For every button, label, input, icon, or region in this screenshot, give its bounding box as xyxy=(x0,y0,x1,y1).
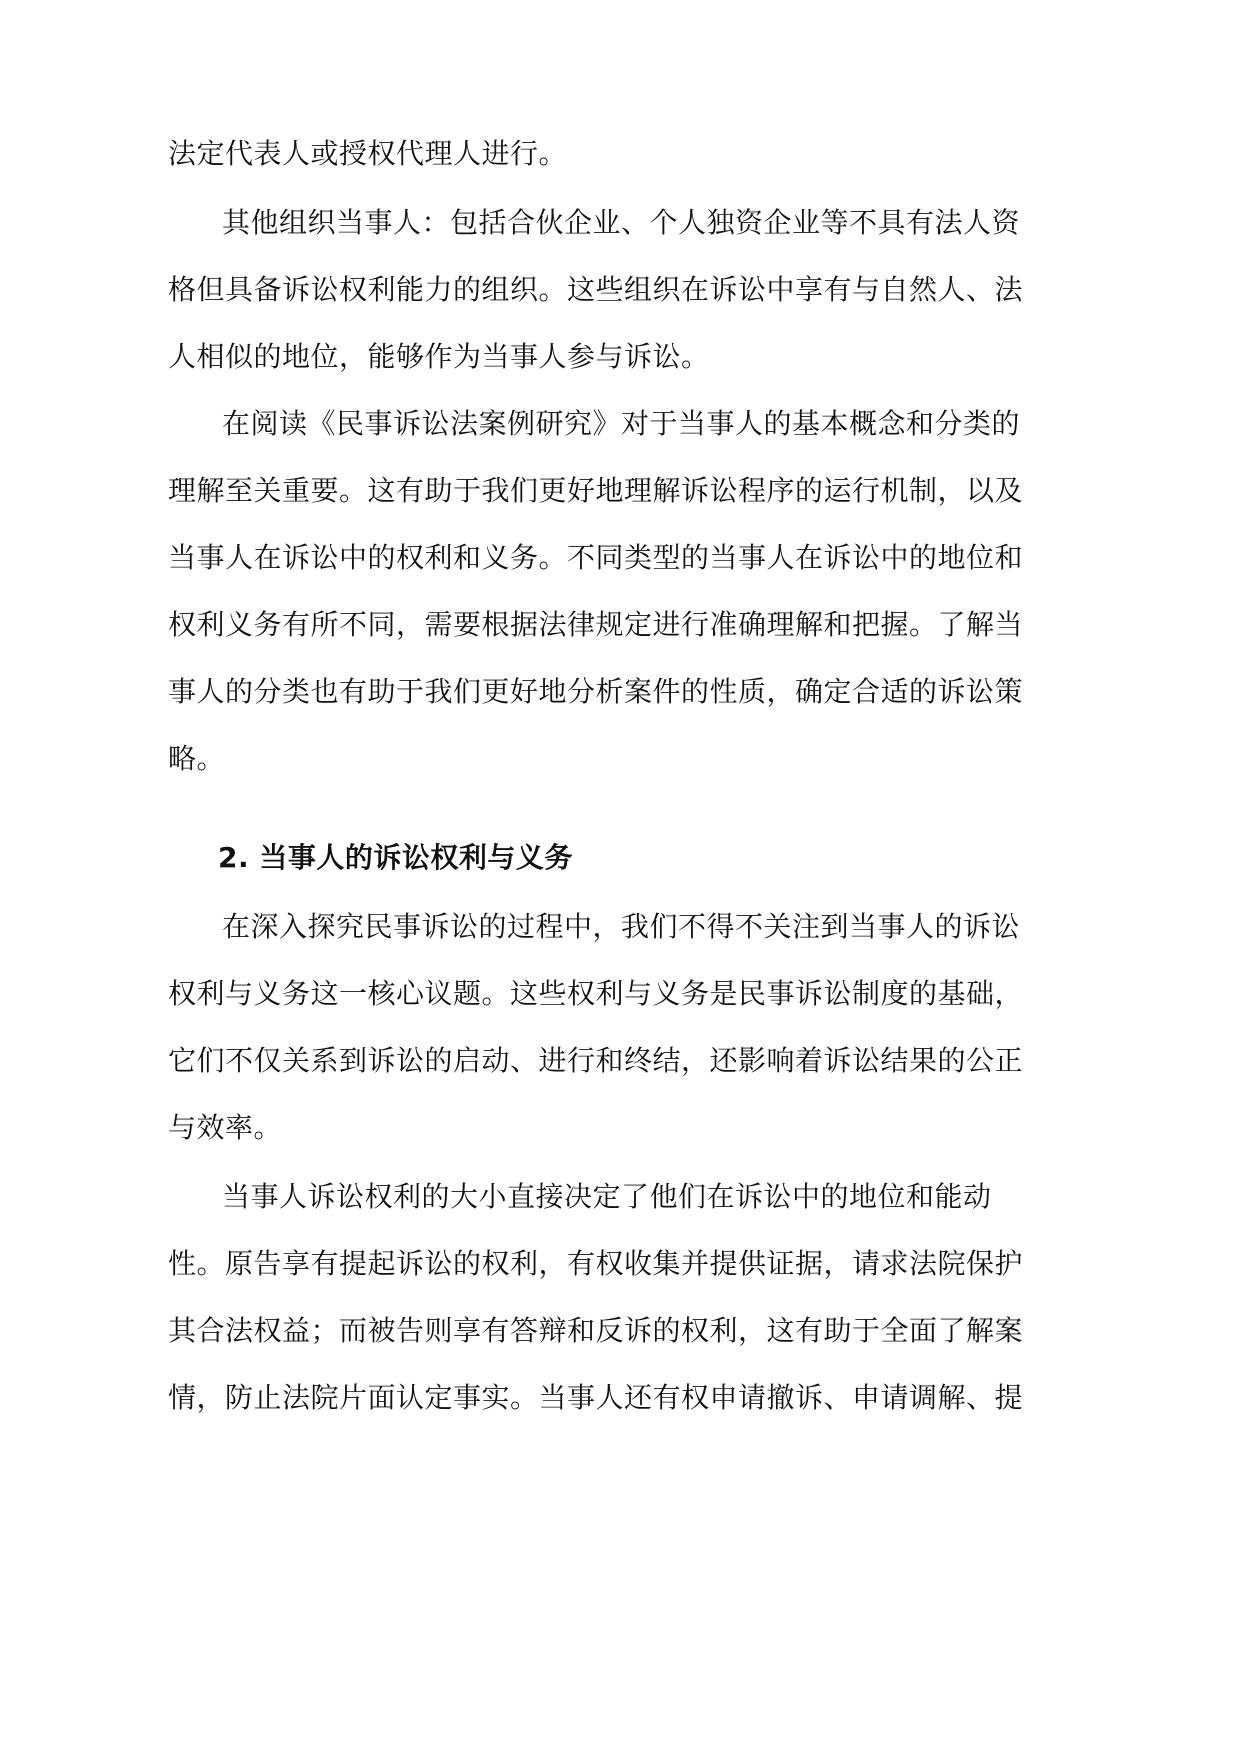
paragraph-3-line-3: 当事人在诉讼中的权利和义务。不同类型的当事人在诉讼中的地位和 xyxy=(168,541,1024,574)
paragraph-2-line-3: 人相似的地位，能够作为当事人参与诉讼。 xyxy=(168,340,710,373)
section-heading: 2. 当事人的诉讼权利与义务 xyxy=(218,841,573,874)
paragraph-5-line-3: 其合法权益；而被告则享有答辩和反诉的权利，这有助于全面了解案 xyxy=(168,1314,1024,1347)
paragraph-5-line-2: 性。原告享有提起诉讼的权利，有权收集并提供证据，请求法院保护 xyxy=(168,1247,1024,1280)
paragraph-3-line-2: 理解至关重要。这有助于我们更好地理解诉讼程序的运行机制，以及 xyxy=(168,474,1024,507)
paragraph-2-line-1: 其他组织当事人：包括合伙企业、个人独资企业等不具有法人资 xyxy=(222,206,1021,239)
paragraph-3-line-1: 在阅读《民事诉讼法案例研究》对于当事人的基本概念和分类的 xyxy=(222,407,1021,440)
paragraph-3-line-5: 事人的分类也有助于我们更好地分析案件的性质，确定合适的诉讼策 xyxy=(168,675,1024,708)
paragraph-4-line-1: 在深入探究民事诉讼的过程中，我们不得不关注到当事人的诉讼 xyxy=(222,910,1021,943)
paragraph-5-line-4: 情，防止法院片面认定事实。当事人还有权申请撤诉、申请调解、提 xyxy=(168,1381,1024,1414)
paragraph-2-line-2: 格但具备诉讼权利能力的组织。这些组织在诉讼中享有与自然人、法 xyxy=(168,273,1024,306)
paragraph-3-line-6: 略。 xyxy=(168,742,226,775)
paragraph-4-line-2: 权利与义务这一核心议题。这些权利与义务是民事诉讼制度的基础， xyxy=(168,977,1024,1010)
paragraph-1-line-1: 法定代表人或授权代理人进行。 xyxy=(168,137,568,170)
paragraph-5-line-1: 当事人诉讼权利的大小直接决定了他们在诉讼中的地位和能动 xyxy=(222,1180,992,1213)
paragraph-3-line-4: 权利义务有所不同，需要根据法律规定进行准确理解和把握。了解当 xyxy=(168,608,1024,641)
paragraph-4-line-3: 它们不仅关系到诉讼的启动、进行和终结，还影响着诉讼结果的公正 xyxy=(168,1044,1024,1077)
paragraph-4-line-4: 与效率。 xyxy=(168,1111,283,1144)
